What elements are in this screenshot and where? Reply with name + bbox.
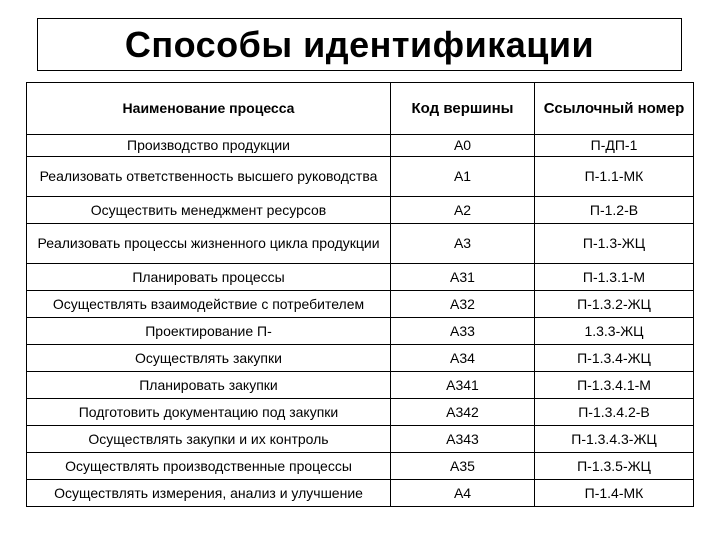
table-row: [27, 135, 694, 157]
node-code-cell: А31: [391, 264, 535, 291]
header-reference-number: Ссылочный номер: [535, 83, 694, 135]
table-row: [27, 480, 694, 507]
reference-number-cell: П-1.2-В: [535, 197, 694, 224]
node-code-cell: А32: [391, 291, 535, 318]
reference-number-cell: П-ДП-1: [535, 135, 694, 157]
process-name-cell: Осуществлять закупки: [27, 345, 391, 372]
header-process-name: Наименование процесса: [27, 83, 391, 135]
table-row: [27, 224, 694, 264]
reference-number-cell: П-1.3-ЖЦ: [535, 224, 694, 264]
process-name-cell: Планировать процессы: [27, 264, 391, 291]
node-code-cell: А35: [391, 453, 535, 480]
table-row: [27, 291, 694, 318]
table-row: [27, 157, 694, 197]
process-name-cell: Осуществлять производственные процессы: [27, 453, 391, 480]
table-header-row: [27, 83, 694, 135]
reference-number-cell: П-1.3.5-ЖЦ: [535, 453, 694, 480]
table-row: [27, 453, 694, 480]
reference-number-cell: П-1.3.4.2-В: [535, 399, 694, 426]
process-name-cell: Планировать закупки: [27, 372, 391, 399]
node-code-cell: А4: [391, 480, 535, 507]
table-row: [27, 345, 694, 372]
reference-number-cell: 1.3.3-ЖЦ: [535, 318, 694, 345]
header-node-code: Код вершины: [391, 83, 535, 135]
table-row: [27, 318, 694, 345]
node-code-cell: А343: [391, 426, 535, 453]
process-name-cell: Осуществлять взаимодействие с потребителем: [27, 291, 391, 318]
page-title: Способы идентификации: [124, 23, 595, 65]
node-code-cell: А3: [391, 224, 535, 264]
table-row: [27, 197, 694, 224]
process-name-cell: Реализовать процессы жизненного цикла продукции: [27, 224, 391, 264]
reference-number-cell: П-1.1-МК: [535, 157, 694, 197]
reference-number-cell: П-1.3.2-ЖЦ: [535, 291, 694, 318]
process-name-cell: Осуществлять закупки и их контроль: [27, 426, 391, 453]
node-code-cell: А33: [391, 318, 535, 345]
process-name-cell: Проектирование П-: [27, 318, 391, 345]
process-name-cell: Осуществить менеджмент ресурсов: [27, 197, 391, 224]
process-name-cell: Реализовать ответственность высшего руководства: [27, 157, 391, 197]
reference-number-cell: П-1.3.4-ЖЦ: [535, 345, 694, 372]
process-name-cell: Подготовить документацию под закупки: [27, 399, 391, 426]
reference-number-cell: П-1.3.1-М: [535, 264, 694, 291]
node-code-cell: А0: [391, 135, 535, 157]
reference-number-cell: П-1.4-МК: [535, 480, 694, 507]
process-name-cell: Производство продукции: [27, 135, 391, 157]
table-row: [27, 399, 694, 426]
node-code-cell: А342: [391, 399, 535, 426]
title-box: [37, 18, 682, 71]
process-table: [26, 82, 694, 507]
node-code-cell: А1: [391, 157, 535, 197]
node-code-cell: А341: [391, 372, 535, 399]
table-row: [27, 426, 694, 453]
node-code-cell: А2: [391, 197, 535, 224]
process-name-cell: Осуществлять измерения, анализ и улучшение: [27, 480, 391, 507]
reference-number-cell: П-1.3.4.3-ЖЦ: [535, 426, 694, 453]
reference-number-cell: П-1.3.4.1-М: [535, 372, 694, 399]
node-code-cell: А34: [391, 345, 535, 372]
table-row: [27, 264, 694, 291]
table-row: [27, 372, 694, 399]
